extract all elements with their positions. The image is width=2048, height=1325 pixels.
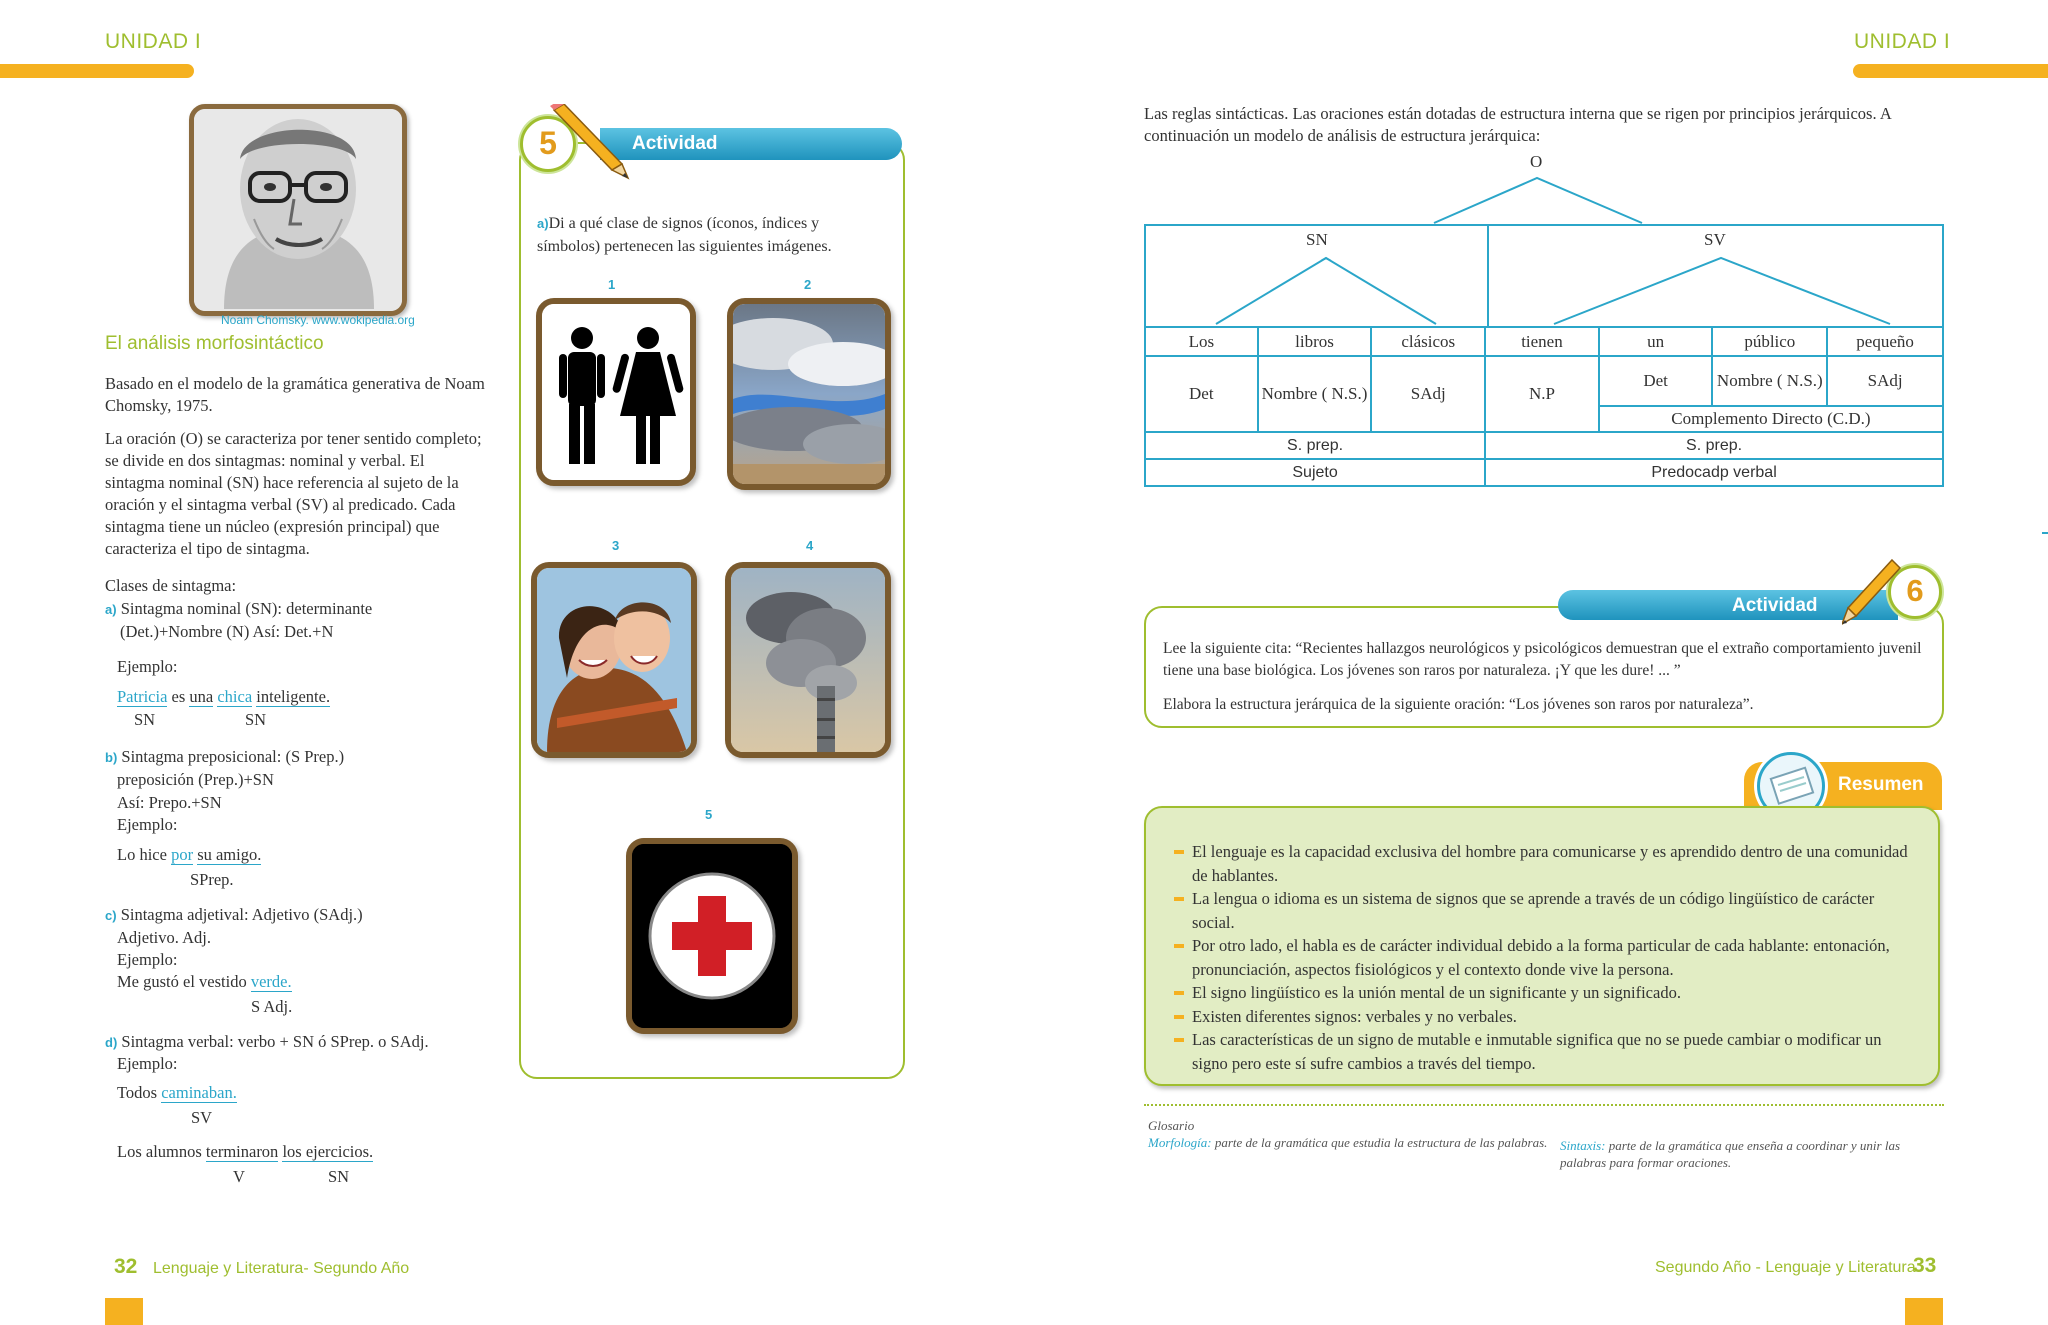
tree-word: Los	[1145, 327, 1258, 356]
resumen-list	[1174, 840, 1914, 1075]
pencil-icon	[1842, 558, 1902, 628]
item-c-label: c)	[105, 908, 117, 923]
item-c	[105, 904, 363, 927]
example-b-tag: SPrep.	[190, 870, 234, 889]
glosario-def-2: parte de la gramática que enseña a coordinar y unir las palabras para formar oraciones.	[1560, 1138, 1901, 1170]
pencil-icon	[548, 104, 632, 180]
intro-text: Basado en el modelo de la gramática generativa de Noam Chomsky, 1975.	[105, 374, 485, 415]
item-b-line2: preposición (Prep.)+SN	[117, 770, 274, 789]
item-a	[105, 598, 372, 621]
tree-sprep-right: S. prep.	[1485, 432, 1943, 459]
syntax-table	[1144, 326, 1944, 487]
resumen-item: La lengua o idioma es un sistema de signos que se aprende a través de un código lingüístico de carácter social.	[1174, 887, 1914, 934]
example-c-word2: verde.	[250, 972, 292, 991]
header-bar-left	[0, 64, 194, 78]
example-d1-word2: caminaban.	[161, 1083, 237, 1102]
tree-word: un	[1599, 327, 1713, 356]
example-d2-tag2: SN	[328, 1167, 350, 1186]
resumen-item: El signo lingüístico es la unión mental de un significante y un significado.	[1174, 981, 1914, 1005]
tree-root-label: O	[1530, 152, 1543, 171]
item-c-ejemplo: Ejemplo:	[117, 950, 178, 969]
example-d2-word1: Los alumnos	[117, 1142, 202, 1161]
tree-sujeto: Sujeto	[1145, 459, 1485, 486]
footer-tab-left	[105, 1298, 143, 1325]
tree-cat: Det	[1145, 356, 1258, 432]
resumen-box	[1144, 806, 1940, 1086]
example-a-sentence	[117, 686, 330, 708]
laughing-couple-image	[531, 562, 697, 758]
item-a-label: a)	[105, 602, 117, 617]
item-b	[105, 746, 344, 769]
smoke-chimney-image	[725, 562, 891, 758]
item-d	[105, 1031, 429, 1054]
tree-cat: Nombre ( N.S.)	[1258, 356, 1372, 432]
activity6-title: Actividad	[1732, 595, 1818, 616]
syntax-intro: Las reglas sintácticas. Las oraciones están dotadas de estructura interna que se rigen por principios jerárquicos. A continuación un modelo de análisis de estructura jerárquica:	[1144, 104, 1891, 145]
tree-cat: Nombre ( N.S.)	[1712, 356, 1827, 406]
restroom-sign-image	[536, 298, 696, 486]
tree-cat: SAdj	[1827, 356, 1943, 406]
clases-title: Clases de sintagma:	[105, 576, 237, 595]
image-number-4: 4	[806, 538, 814, 553]
item-c-line1: Sintagma adjetival: Adjetivo (SAdj.)	[120, 905, 363, 924]
tree-word: pequeño	[1827, 327, 1943, 356]
example-d1-sentence	[117, 1082, 237, 1104]
activity5-label: a)	[537, 216, 549, 231]
tree-word: libros	[1258, 327, 1372, 356]
resumen-item: Por otro lado, el habla es de carácter individual debido a la forma particular de cada hablante: entonación, pronunciación, aspectos fisiológicos y el contexto donde vive la persona.	[1174, 934, 1914, 981]
tree-cat: SAdj	[1371, 356, 1485, 432]
example-b-sentence	[117, 844, 261, 866]
tree-sv-label: SV	[1704, 230, 1726, 249]
glosario-title: Glosario	[1148, 1118, 1195, 1133]
example-d2-word2: terminaron	[205, 1142, 279, 1161]
example-b-word3: su amigo.	[197, 845, 262, 864]
item-a-line1: Sintagma nominal (SN): determinante	[120, 599, 373, 618]
example-a-word3: una	[189, 687, 214, 706]
footer-tab-right	[1905, 1298, 1943, 1325]
tree-sprep-left: S. prep.	[1145, 432, 1485, 459]
example-d2-tag1: V	[233, 1167, 245, 1186]
activity5-title: Actividad	[632, 133, 718, 154]
item-b-ejemplo: Ejemplo:	[117, 815, 178, 834]
page-number-left: 32	[114, 1255, 138, 1278]
unit-header-right: UNIDAD I	[1854, 30, 1951, 53]
restroom-icon	[542, 304, 690, 480]
item-d-label: d)	[105, 1035, 118, 1050]
example-c-tag: S Adj.	[251, 997, 293, 1016]
example-a-tag1: SN	[134, 710, 156, 729]
example-a-tag2: SN	[245, 710, 267, 729]
definition-text: La oración (O) se caracteriza por tener sentido completo; se divide en dos sintagmas: nominal y verbal. El sintagma nominal (SN) hace referencia al sujeto de la oración y el sintagma verbal (SV) al predicado. Cada sintagma tiene un núcleo (expresión principal) que caracteriza el tipo de sintagma.	[105, 429, 482, 558]
item-c-line2: Adjetivo. Adj.	[117, 928, 211, 947]
activity5-number: 5	[539, 125, 557, 161]
example-d2-sentence	[117, 1141, 373, 1163]
example-b-word1: Lo hice	[117, 845, 167, 864]
tree-word: clásicos	[1371, 327, 1485, 356]
tree-upper-box	[1144, 224, 1944, 328]
example-a-word2: es	[171, 687, 186, 706]
activity5-question: Di a qué clase de signos (íconos, índices y símbolos) pertenecen las siguientes imágenes.	[537, 215, 832, 255]
tree-cat: Det	[1599, 356, 1713, 406]
example-a-word5: inteligente.	[256, 687, 331, 706]
footer-text-right: Segundo Año - Lenguaje y Literatura	[1655, 1259, 1916, 1276]
red-cross-image	[626, 838, 798, 1034]
red-cross-icon	[632, 844, 792, 1028]
image-number-5: 5	[705, 807, 713, 822]
tree-predicado: Predocadp verbal	[1485, 459, 1943, 486]
example-b-word2: por	[171, 845, 194, 864]
image-number-1: 1	[608, 277, 616, 292]
item-d-ejemplo: Ejemplo:	[117, 1054, 178, 1073]
image-number-3: 3	[612, 538, 620, 553]
page-number-right: 33	[1913, 1254, 1937, 1277]
activity6-quote: Lee la siguiente cita: “Recientes hallazgos neurológicos y psicológicos demuestran que el extraño comportamiento juvenil tiene una base biológica. Los jóvenes son raros por naturaleza. ¡Y que les dure! ... ”	[1163, 640, 1922, 679]
chomsky-photo	[189, 104, 407, 316]
edge-mark	[2042, 532, 2048, 534]
example-d1-word1: Todos	[117, 1083, 158, 1102]
example-a-word4: chica	[217, 687, 253, 706]
activity5-question-block	[537, 212, 877, 258]
resumen-title: Resumen	[1838, 774, 1924, 795]
glosario-def-1: parte de la gramática que estudia la estructura de las palabras.	[1211, 1135, 1548, 1150]
section-title: El análisis morfosintáctico	[105, 333, 324, 354]
item-d-line1: Sintagma verbal: verbo + SN ó SPrep. o SAdj.	[121, 1032, 429, 1051]
item-a-ejemplo: Ejemplo:	[117, 657, 178, 676]
photo-caption: Noam Chomsky. www.wokipedia.org	[221, 313, 415, 327]
tree-word: público	[1712, 327, 1827, 356]
cloudy-sky-image	[727, 298, 891, 490]
glosario-term-2: Sintaxis:	[1560, 1138, 1606, 1153]
item-b-line1: Sintagma preposicional: (S Prep.)	[121, 747, 345, 766]
example-c-word1: Me gustó el vestido	[117, 972, 247, 991]
header-bar-right	[1853, 64, 2048, 78]
glosario-entry-2	[1560, 1137, 1946, 1171]
example-c-sentence	[117, 971, 292, 993]
item-b-label: b)	[105, 750, 118, 765]
footer-text-left: Lenguaje y Literatura- Segundo Año	[153, 1260, 410, 1277]
tree-cat: N.P	[1485, 356, 1599, 432]
unit-header-left: UNIDAD I	[105, 30, 202, 53]
activity6-instruction: Elabora la estructura jerárquica de la siguiente oración: “Los jóvenes son raros por naturaleza”.	[1163, 696, 1754, 713]
item-b-line3: Así: Prepo.+SN	[117, 793, 222, 812]
resumen-item: Las características de un signo de mutable e inmutable significa que no se puede cambiar o modificar un signo pero este sí sufre cambios a través del tiempo.	[1174, 1028, 1914, 1075]
tree-sn-label: SN	[1306, 230, 1328, 249]
glosario-term-1: Morfología:	[1148, 1135, 1212, 1150]
example-a-word1: Patricia	[117, 687, 168, 706]
image-number-2: 2	[804, 277, 812, 292]
tree-word: tienen	[1485, 327, 1599, 356]
tree-cd: Complemento Directo (C.D.)	[1599, 406, 1943, 432]
activity5-banner	[600, 128, 902, 160]
example-d2-word3: los ejercicios.	[282, 1142, 374, 1161]
resumen-item: Existen diferentes signos: verbales y no verbales.	[1174, 1005, 1914, 1029]
resumen-item: El lenguaje es la capacidad exclusiva del hombre para comunicarse y es aprendido dentro de una comunidad de hablantes.	[1174, 840, 1914, 887]
example-d1-tag: SV	[191, 1108, 213, 1127]
glosario-divider	[1144, 1104, 1944, 1106]
item-a-line2: (Det.)+Nombre (N) Así: Det.+N	[120, 622, 334, 641]
activity6-number: 6	[1906, 573, 1924, 608]
glosario-entry-1	[1148, 1135, 1548, 1151]
